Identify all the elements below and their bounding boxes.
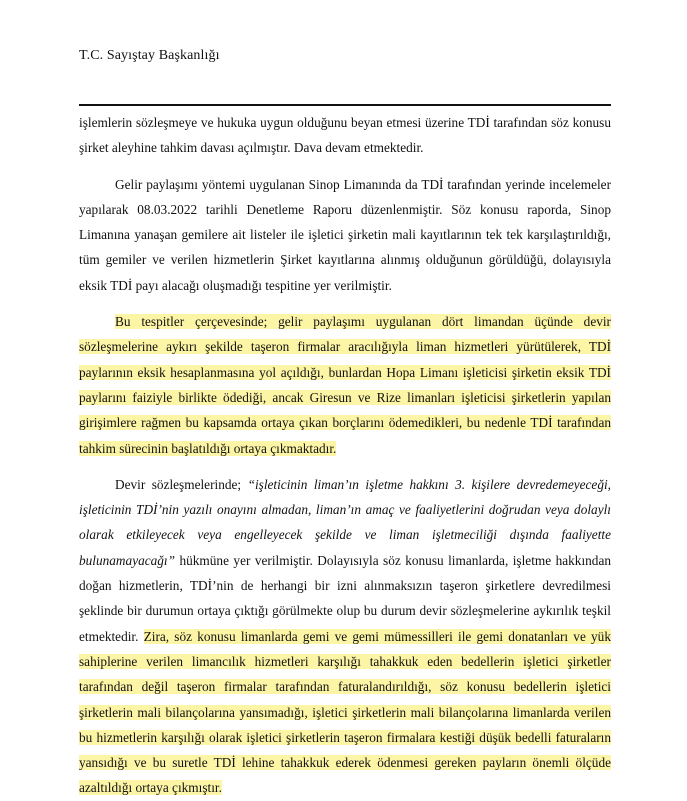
contract-quote: “işleticinin liman’ın işletme hakkını 3. kişilere devredemeyeceği, işleticinin TDİ’nin yazılı onayını almadan, liman’ın amaç ve faaliyetlerini doğrudan veya dolaylı olarak etkileyecek veya engelleyecek şekilde ve liman işletmeciliği dışında faaliyette bulunamayacağı”: [79, 476, 612, 568]
page-header-title: T.C. Sayıştay Başkanlığı: [79, 48, 220, 63]
paragraph-sinop: Gelir paylaşımı yöntemi uygulanan Sinop Limanında da TDİ tarafından yerinde incelemeler yapılarak 08.03.2022 tarihli Denetleme Raporu düzenlenmiştir. Söz konusu raporda, Sinop Limanına yanaşan gemilere ait listeler ile işletici şirketin mali kayıtlarının tek tek karşılaştırıldığı, tüm gemiler ve verilen hizmetlerin Şirket kayıtlarına alınmış olduğunun görüldüğü, dolayısıyla eksik TDİ payı alacağı oluşmadığı tespitine yer verilmiştir.: [79, 176, 611, 293]
paragraph-body-text: hükmüne yer verilmiştir. Dolayısıyla söz konusu limanlarda, işletme hakkından doğan hizmetlerin, TDİ’nin de herhangi bir izni alınmaksızın taşeron şirketlere devredilmesi şeklinde bir durumun ortaya çıktığı görülmekte olup bu durum devir sözleşmelerine aykırılık teşkil etmektedir.: [79, 552, 611, 644]
header-divider: [79, 104, 611, 106]
paragraph-findings: [79, 309, 611, 461]
highlighted-findings: Bu tespitler çerçevesinde; gelir paylaşımı uygulanan dört limandan üçünde devir sözleşmelerine aykırı şekilde taşeron firmalar aracılığıyla liman hizmetleri yürütülerek, TDİ paylarının eksik hesaplanmasına yol açıldığı, bunlardan Hopa Limanı işleticisi şirketin eksik TDİ paylarını faiziyle birlikte ödediği, ancak Giresun ve Rize limanları işleticisi şirketlerin yapılan girişimlere rağmen bu kapsamda ortaya çıkan borçlarını ödemedikleri, bu nedenle TDİ tarafından tahkim sürecinin başlatıldığı ortaya çıkmaktadır.: [79, 314, 611, 456]
paragraph-lead-text: Devir sözleşmelerinde;: [115, 476, 248, 492]
paragraph-continuation: işlemlerin sözleşmeye ve hukuka uygun olduğunu beyan etmesi üzerine TDİ tarafından söz konusu şirket aleyhine tahkim davası açılmıştır. Dava devam etmektedir.: [79, 115, 611, 156]
paragraph-contracts: [79, 472, 611, 801]
paragraph-gap: [79, 298, 611, 309]
highlighted-conclusion: Zira, söz konusu limanlarda gemi ve gemi mümessilleri ile gemi donatanları ve yük sahiplerine verilen limancılık hizmetleri karşılığı tahakkuk eden bedellerin işletici şirketler tarafından değil taşeron firmalar tarafından faturalandırıldığı, söz konusu bedellerin işletici şirketlerin mali bilançolarına yansımadığı, işletici şirketlerin mali bilançolarına limanlarda verilen bu hizmetlerin karşılığı olarak işletici şirketlerin taşeron firmalara kestiği düşük bedelli faturaların yansıdığı ve bu suretle TDİ lehine tahakkuk ederek ödenmesi gereken payların önemli ölçüde azaltıldığı ortaya çıkmıştır.: [79, 628, 611, 796]
paragraph-gap: [79, 161, 611, 172]
document-body: [79, 110, 611, 801]
paragraph-gap: [79, 461, 611, 472]
